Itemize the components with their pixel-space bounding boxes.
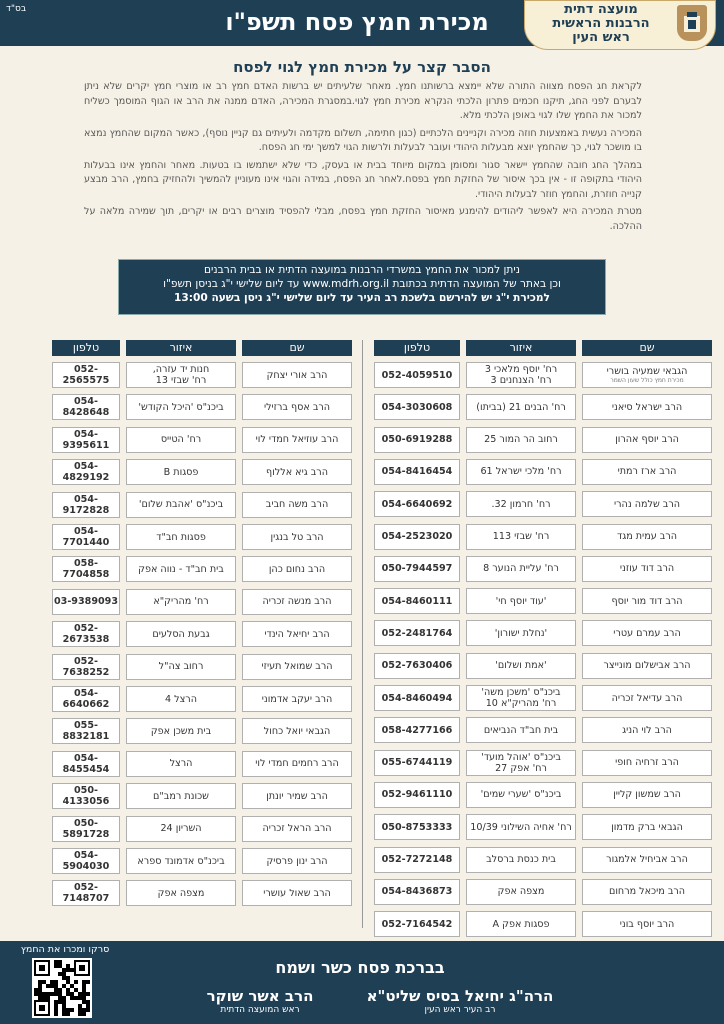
cell-name [242,686,352,712]
rabbi-name: הרב יעקב אדמוני [261,693,333,705]
cell-phone[interactable]: 054-8460111 [374,588,460,614]
signature-role: ראש המועצה הדתית [220,1005,300,1015]
table-row [52,394,352,420]
table-row [372,782,712,808]
table-row [52,589,352,615]
cell-name [242,427,352,453]
cell-area [126,394,236,420]
cell-phone[interactable]: 052-2565575 [52,362,120,388]
cell-phone[interactable]: 054-8428648 [52,394,120,420]
cell-area [466,717,576,743]
area-text: ביכנ"ס 'משכן משה' [481,687,561,698]
rabbi-name: הרב אסף ברזילי [263,401,331,413]
area-text: הרצל 4 [165,693,197,705]
rabbi-name: הרב עדיאל זכריה [611,692,683,704]
rabbi-name: הרב דוד מור יוסף [611,595,683,607]
cell-phone[interactable]: 054-8436873 [374,879,460,905]
cell-area [126,427,236,453]
cell-phone[interactable]: 054-5904030 [52,848,120,874]
cell-area [126,816,236,842]
cell-name [242,718,352,744]
cell-phone[interactable]: 054-7701440 [52,524,120,550]
area-text-2: רח' מהריק"א 10 [485,698,557,709]
rabbi-note: מכירת חמץ כולל שעון השמר [610,377,684,384]
table-row [372,750,712,776]
area-text: מצפה אפק [497,886,545,898]
area-text: גבעת הסלעים [152,628,210,640]
area-text: רח' עליית הנוער 8 [483,563,559,575]
cell-name [582,427,712,453]
cell-name [242,362,352,388]
header-phone: טלפון [52,340,120,356]
area-text: פסגות אפק A [492,918,550,930]
header-area: איזור [126,340,236,356]
cell-name [582,717,712,743]
table-row [52,718,352,744]
cell-phone[interactable]: 052-7630406 [374,653,460,679]
cell-name [582,524,712,550]
table-row [372,847,712,873]
cell-area [126,718,236,744]
table-row [52,556,352,582]
notice-line: וכן באתר של המועצה הדתית בכתובת www.mdrh.org.il עד ליום שלישי י"ג בניסן תשפ"ו [163,278,561,290]
area-text: בית כנסת ברסלב [486,854,556,865]
signature-role: רב העיר ראש העין [424,1005,496,1015]
cell-phone[interactable]: 058-7704858 [52,556,120,582]
cell-name [242,816,352,842]
cell-name [242,556,352,582]
area-text: ביכנ"ס 'שערי שמים' [480,789,562,801]
cell-name [582,814,712,840]
cell-area [466,750,576,776]
rabbi-name: הרב נחום כהן [268,563,326,575]
cell-phone[interactable]: 052-2673538 [52,621,120,647]
table-row [372,362,712,388]
rabbi-name: הרב עמית מגד [617,531,678,542]
cell-phone[interactable]: 050-7944597 [374,556,460,582]
cell-name [242,492,352,518]
signature-name: הרב אשר שוקר [206,987,314,1005]
rabbi-name: הרב שמואל תעיזי [261,661,333,673]
cell-name [242,783,352,809]
sale-notice-box [118,259,606,315]
signature-city-rabbi [350,987,570,1015]
cell-area [466,814,576,840]
cell-phone[interactable]: 03-9389093 [52,589,120,615]
table-row [372,685,712,711]
cell-phone[interactable]: 055-6744119 [374,750,460,776]
area-text: ביכנ"ס 'אוהל מועד' [481,751,561,763]
rabbi-name: הרב משה חביב [265,499,329,511]
cell-area [126,492,236,518]
area-text: רח' אחיה השילוני 10/39 [470,821,572,833]
area-text: השריון 24 [160,823,202,835]
cell-phone[interactable]: 054-8416454 [374,459,460,485]
cell-area [466,911,576,937]
cell-phone[interactable]: 052-4059510 [374,362,460,388]
cell-name [582,685,712,711]
header-name: שם [242,340,352,356]
logo-text: מועצה דתית הרבנות הראשית ראש העין [552,2,650,45]
table-row [52,524,352,550]
area-text: שכונת רמב"ם [153,790,209,802]
column-divider [362,340,363,928]
area-text: רח' הטייס [160,434,202,446]
cell-name [242,524,352,550]
cell-name [582,847,712,873]
cell-area [466,524,576,550]
rabbi-name: הרב עוזיאל חמדי לוי [255,434,339,446]
cell-name [582,491,712,517]
cell-phone[interactable]: 050-5891728 [52,816,120,842]
bsd-mark: בס"ד [6,4,27,14]
cell-area [466,394,576,420]
intro-paragraph: מטרת המכירה היא לאפשר ליהודים להימנע מאיסור החזקת חמץ בפסח, מבלי להפסיד מוצרים רבים או יקרים, תוך שמירה מלאה על ההלכה. [84,206,642,232]
table-row [372,491,712,517]
cell-phone[interactable]: 054-8460494 [374,685,460,711]
rabbi-name: הרב מיכאל מרחום [608,886,686,898]
rabbi-name: הרב עמרם עטרי [613,627,681,639]
rabbi-name: הרב ינון פרסיק [266,855,328,867]
cell-phone[interactable]: 054-3030608 [374,394,460,420]
cell-area [466,620,576,646]
cell-name [582,556,712,582]
cell-name [242,654,352,680]
cell-name [582,653,712,679]
table-row [52,686,352,712]
rabbi-name: הרב אורי יצחק [266,369,328,381]
rabbinate-logo [524,0,716,50]
cell-name [582,394,712,420]
rabbi-name: הרב מנשה זכריה [262,596,332,608]
qr-code-icon[interactable] [32,958,92,1018]
cell-area [126,751,236,777]
cell-name [242,459,352,485]
cell-area [126,783,236,809]
rabbi-name: הרב דוד עוזני [619,563,675,575]
cell-area [466,685,576,711]
table-row [372,588,712,614]
cell-phone[interactable]: 052-7164542 [374,911,460,937]
cell-name [582,459,712,485]
table-row [372,459,712,485]
cell-area [126,654,236,680]
rabbi-name: הרב שמשון קליין [613,789,681,801]
cell-name [582,750,712,776]
cell-area [466,362,576,388]
cell-name [242,621,352,647]
cell-area [126,459,236,485]
rabbi-name: הרב זרחיה חופי [615,757,679,769]
area-text-2: רח' שבזי 13 [155,375,207,386]
cell-phone[interactable]: 054-4829192 [52,459,120,485]
explanation-heading: הסבר קצר על מכירת חמץ לגוי לפסח [233,58,491,76]
cell-phone[interactable]: 055-8832181 [52,718,120,744]
cell-area [126,362,236,388]
cell-name [242,751,352,777]
table-row [52,459,352,485]
rabbi-name: הרב שמיר יונתן [266,790,328,802]
cell-name [582,879,712,905]
rabbi-name: הרב גיא אללוף [266,466,328,478]
area-text: רחוב הר המור 25 [484,434,558,446]
cell-area [466,653,576,679]
cell-phone[interactable]: 052-2481764 [374,620,460,646]
area-text-2: רח' אפק 27 [495,762,547,774]
rabbi-name: הרב הראל זכריה [262,823,332,835]
signature-name: הרה"ג יחיאל בסיס שליט"א [366,987,554,1005]
cell-phone[interactable]: 054-9395611 [52,427,120,453]
rabbi-name: הרב יחיאל הינדי [264,628,330,640]
intro-paragraph: המכירה נעשית באמצעות חוזה מכירה וקניינים הלכתיים (כגון חתימה, תשלום מקדמה ולעיתים גם קניין נוסף), כאשר המקום שהחמץ נמצא בו מושכר לגוי, כך שהחמץ יוצא מבעלות היהודי ועובר לבעלות ולרשות הגוי למשך ימי חג הפסח. [84,127,642,153]
cell-area [126,621,236,647]
header-name: שם [582,340,712,356]
table-row [372,427,712,453]
area-text: פסגות B [163,466,199,478]
cell-area [126,524,236,550]
rabbi-name: הרב אבישלום מונייצר [603,660,691,672]
rabbi-name: הגבאי יואל כחול [263,725,331,737]
intro-paragraph: לקראת חג הפסח מצווה התורה שלא יימצא ברשותנו חמץ. מאחר שלעיתים יש ברשות האדם חמץ רב או מוצרי חמץ יקרים שלא ניתן לבערם לפני החג, תיקנו חכמים פתרון הלכתי הנקרא מכירת חמץ לגוי.במסגרת המכירה, האדם ממנה את הרב או הגוף המוסמך כשליח למכור את החמץ שלו לגוי באופן הלכתי מלא. [84,81,642,121]
cell-name [242,394,352,420]
table-row [52,816,352,842]
rabbi-name: הרב לוי הניג [622,724,672,736]
cell-phone[interactable]: 052-7638252 [52,654,120,680]
rabbi-name: הגבאי ברק מדמון [611,821,683,833]
blessing: בברכת פסח כשר ושמח [275,958,445,977]
cell-phone[interactable]: 054-6640692 [374,491,460,517]
area-text: בית משכן אפק [150,725,212,737]
rabbi-name: הרב שלמה נהרי [613,498,681,510]
table-row [52,783,352,809]
rabbi-name: הרב רחמים חמדי לוי [255,758,339,770]
table-row [372,879,712,905]
area-text: ביכנ"ס 'אהבת שלום' [138,499,224,511]
area-text: חנות יד עזרה, [152,364,210,375]
cell-name [582,911,712,937]
rabbi-name: הרב יוסף אהרון [615,434,679,446]
table-row [372,717,712,743]
table-row [52,848,352,874]
table-row [52,427,352,453]
area-text: 'אמת ושלום' [495,660,547,672]
area-text: מצפה אפק [157,887,205,899]
area-text: רח' מהריק"א [153,596,209,608]
table-row [372,524,712,550]
cell-name [242,848,352,874]
rabbi-name: הגבאי שמעיה בושרי [606,366,688,377]
intro-paragraph: במהלך החג חובה שהחמץ יישאר סגור ומסומן במקום מיוחד בבית או בעסק, כדי שלא ישתמשו בו בטעות. מאחר והחמץ אינו בבעלות היהודי בתקופה זו - אין בכך איסור של החזקת חמץ בפסח.לאחר חג הפסח, במידה והגוי אינו מעוניין להמשיך ולהחזיק בחמץ, הרב מבצע קנייה חוזרת, והחמץ חוזר לבעלות היהודי. [84,159,642,200]
table-row [52,654,352,680]
area-text: רחוב צה"ל [158,661,204,673]
table-row [52,751,352,777]
cell-phone[interactable]: 054-9172828 [52,492,120,518]
cell-area [466,556,576,582]
rabbi-name: הרב טל בנגין [270,531,324,543]
table-row [52,880,352,906]
cell-phone[interactable]: 050-6919288 [374,427,460,453]
area-text: פסגות חב"ד [156,531,206,543]
cell-phone[interactable]: 054-2523020 [374,524,460,550]
rabbi-name: הרב אביחיל אלמגור [606,854,688,865]
cell-area [466,427,576,453]
area-text: הרצל [169,758,193,770]
table-row [52,492,352,518]
cell-area [466,459,576,485]
area-text-2: רח' הצנחנים 3 [490,375,552,386]
header-area: איזור [466,340,576,356]
cell-area [126,848,236,874]
rabbi-name: הרב ישראל סיאני [611,401,683,413]
rabbi-name: הרב שאול עושרי [263,887,331,899]
table-row [372,814,712,840]
area-text: בית חב"ד - נווה אפק [138,563,224,575]
cell-phone[interactable]: 052-7272148 [374,847,460,873]
area-text: רח' מלכי ישראל 61 [480,466,562,478]
cell-name [582,782,712,808]
area-text: 'נחלת ישורון' [494,627,548,639]
cell-area [126,556,236,582]
page-title: מכירת חמץ פסח תשפ"ו [225,8,489,36]
cell-phone[interactable]: 054-6640662 [52,686,120,712]
notice-line: ניתן למכור את החמץ במשרדי הרבנות במועצה הדתית או בבית הרבנים [204,264,520,276]
explanation-text [84,80,642,237]
cell-area [466,847,576,873]
cell-area [126,880,236,906]
cell-phone[interactable]: 052-9461110 [374,782,460,808]
header-phone: טלפון [374,340,460,356]
cell-phone[interactable]: 052-7148707 [52,880,120,906]
area-text: 'עוד יוסף חי' [495,595,547,607]
table-row [372,653,712,679]
cell-name [242,880,352,906]
table-row [372,620,712,646]
cell-area [126,589,236,615]
cell-phone[interactable]: 050-8753333 [374,814,460,840]
table-row [52,362,352,388]
area-text: בית חב"ד הנביאים [483,724,559,736]
signature-council-head [150,987,370,1015]
cell-name [582,588,712,614]
cell-area [466,588,576,614]
notice-deadline: למכירת י"ג יש להירשם בלשכת רב העיר עד ליום שלישי י"ג ניסן בשעה 13:00 [174,292,550,304]
area-text: רח' יוסף מלאכי 3 [484,364,558,375]
area-text: ביכנ"ס 'היכל הקודש' [138,401,224,413]
cell-name [582,362,712,388]
table-row [372,911,712,937]
rabbi-name: הרב ארז רמתי [617,466,677,478]
cell-phone[interactable]: 054-8455454 [52,751,120,777]
table-row [372,556,712,582]
cell-area [466,782,576,808]
cell-name [242,589,352,615]
cell-phone[interactable]: 058-4277166 [374,717,460,743]
cell-name [582,620,712,646]
cell-phone[interactable]: 050-4133056 [52,783,120,809]
qr-label: סרקו ומכרו את החמץ [20,944,110,955]
area-text: ביכנ"ס אדמונד ספרא [137,855,225,867]
emblem-icon [677,5,707,41]
area-text: רח' חרמון 32. [491,498,551,510]
table-row [372,394,712,420]
cell-area [466,879,576,905]
rabbi-name: הרב יוסף בוני [619,918,675,930]
area-text: רח' שבזי 113 [492,531,550,542]
table-row [52,621,352,647]
cell-area [466,491,576,517]
cell-area [126,686,236,712]
area-text: רח' הבנים 21 (בביתו) [476,401,566,413]
